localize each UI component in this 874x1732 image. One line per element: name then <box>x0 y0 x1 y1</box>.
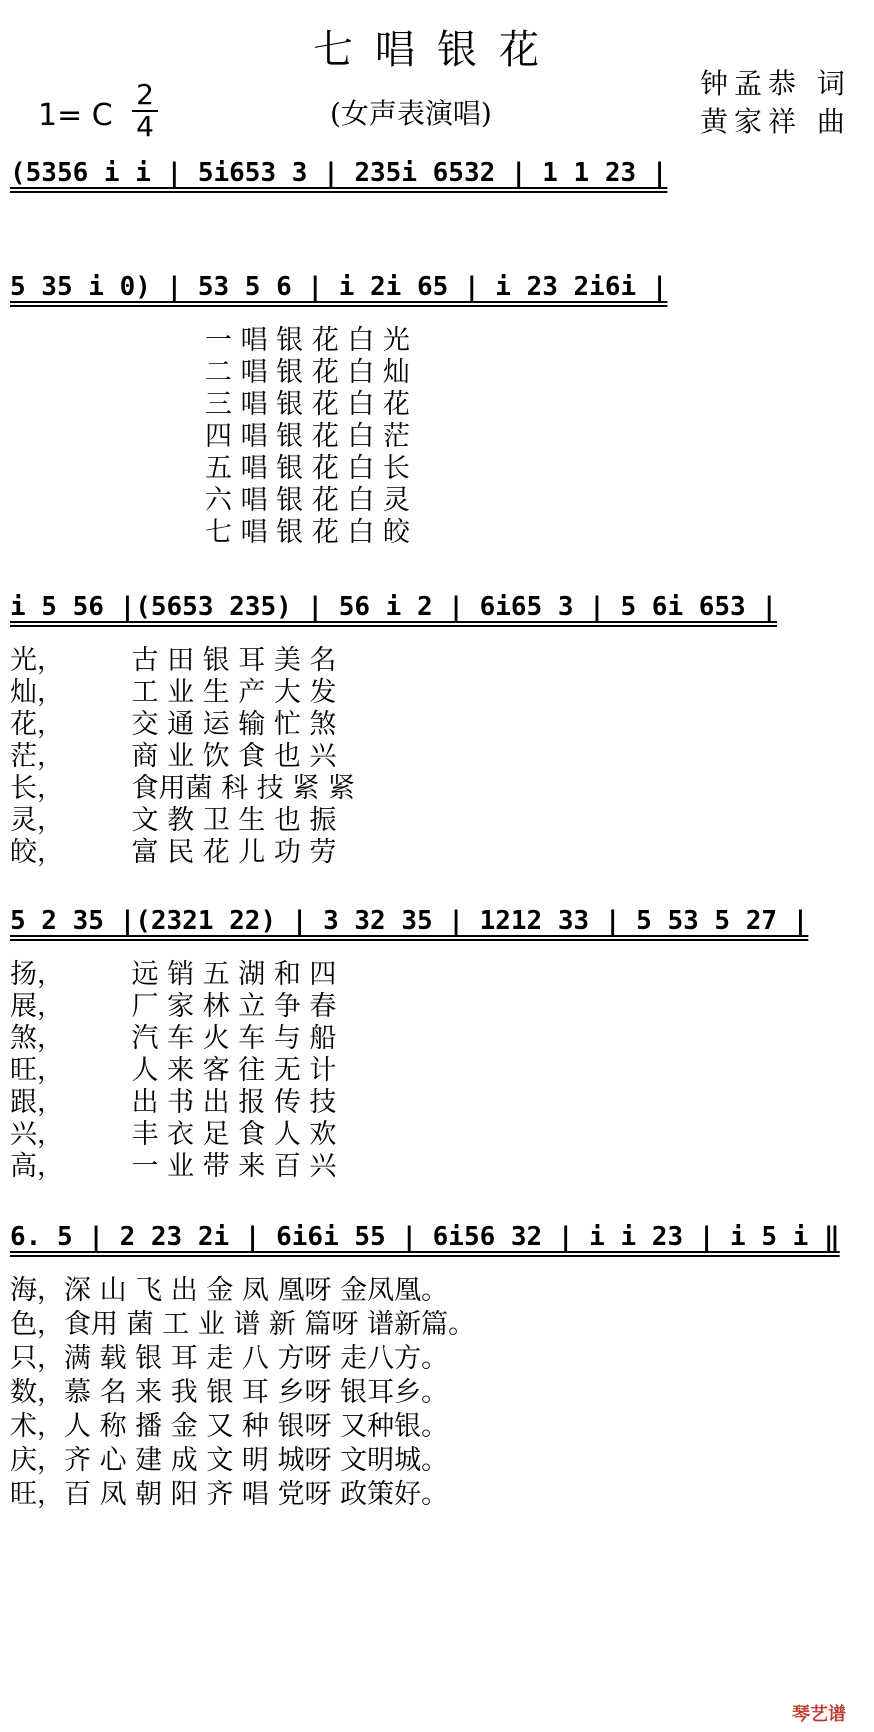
lyric-line: 扬， 远 销 五 湖 和 四 <box>10 959 337 990</box>
lyric-line: 海，深 山 飞 出 金 凤 凰呀 金凤凰。 <box>10 1275 449 1306</box>
lyric-line: 展， 厂 家 林 立 争 春 <box>10 991 337 1022</box>
lyric-line: 三 唱 银 花 白 花 <box>205 389 410 420</box>
lyric-line: 长， 食用菌 科 技 紧 紧 <box>10 773 355 804</box>
time-signature-bottom: 4 <box>136 110 154 143</box>
lyric-line: 旺， 人 来 客 往 无 计 <box>10 1055 337 1086</box>
lyric-line: 光， 古 田 银 耳 美 名 <box>10 645 337 676</box>
site-watermark: 琴艺谱 <box>792 1704 846 1725</box>
lyric-line: 茫， 商 业 饮 食 也 兴 <box>10 741 337 772</box>
lyric-line: 二 唱 银 花 白 灿 <box>205 357 410 388</box>
lyric-line: 跟， 出 书 出 报 传 技 <box>10 1087 337 1118</box>
time-signature <box>132 80 158 142</box>
lyric-line: 七 唱 银 花 白 皎 <box>205 517 410 548</box>
lyric-line: 旺，百 凤 朝 阳 齐 唱 党呀 政策好。 <box>10 1479 449 1510</box>
notation-line-5: 6. 5 | 2 23 2i | 6i6i 55 | 6i56 32 | i i 23 | i 5 i ‖ <box>10 1222 840 1252</box>
lyric-line: 色，食用 菌 工 业 谱 新 篇呀 谱新篇。 <box>10 1309 476 1340</box>
lyric-line: 四 唱 银 花 白 茫 <box>205 421 410 452</box>
lyric-line: 六 唱 银 花 白 灵 <box>205 485 410 516</box>
key-signature: 1= C <box>38 98 113 133</box>
notation-line-3: i 5 56 |(5653 235) | 56 i 2 | 6i65 3 | 5 6i 653 | <box>10 592 778 622</box>
lyric-line: 灵， 文 教 卫 生 也 振 <box>10 805 337 836</box>
notation-line-2: 5 35 i 0) | 53 5 6 | i 2i 65 | i 23 2i6i | <box>10 272 668 302</box>
composer-credit: 黄家祥 曲 <box>700 105 851 138</box>
song-title: 七唱银花 <box>313 27 561 73</box>
lyric-line: 灿， 工 业 生 产 大 发 <box>10 677 337 708</box>
performance-note: (女声表演唱) <box>330 97 492 130</box>
notation-line-1: (5356 i i | 5i653 3 | 235i 6532 | 1 1 23 | <box>10 158 668 188</box>
lyric-line: 煞， 汽 车 火 车 与 船 <box>10 1023 337 1054</box>
lyric-line: 高， 一 业 带 来 百 兴 <box>10 1151 337 1182</box>
lyric-line: 只，满 载 银 耳 走 八 方呀 走八方。 <box>10 1343 449 1374</box>
lyricist-credit: 钟孟恭 词 <box>700 67 851 100</box>
lyric-line: 花， 交 通 运 输 忙 煞 <box>10 709 337 740</box>
lyric-line: 五 唱 银 花 白 长 <box>205 453 410 484</box>
notation-line-4: 5 2 35 |(2321 22) | 3 32 35 | 1212 33 | 5 53 5 27 | <box>10 906 809 936</box>
lyric-line: 庆，齐 心 建 成 文 明 城呀 文明城。 <box>10 1445 449 1476</box>
lyric-line: 皎， 富 民 花 儿 功 劳 <box>10 837 337 868</box>
lyric-line: 一 唱 银 花 白 光 <box>205 325 410 356</box>
lyric-line: 兴， 丰 衣 足 食 人 欢 <box>10 1119 337 1150</box>
time-signature-top: 2 <box>132 80 158 112</box>
lyric-line: 数，慕 名 来 我 银 耳 乡呀 银耳乡。 <box>10 1377 449 1408</box>
lyric-line: 术，人 称 播 金 又 种 银呀 又种银。 <box>10 1411 449 1442</box>
